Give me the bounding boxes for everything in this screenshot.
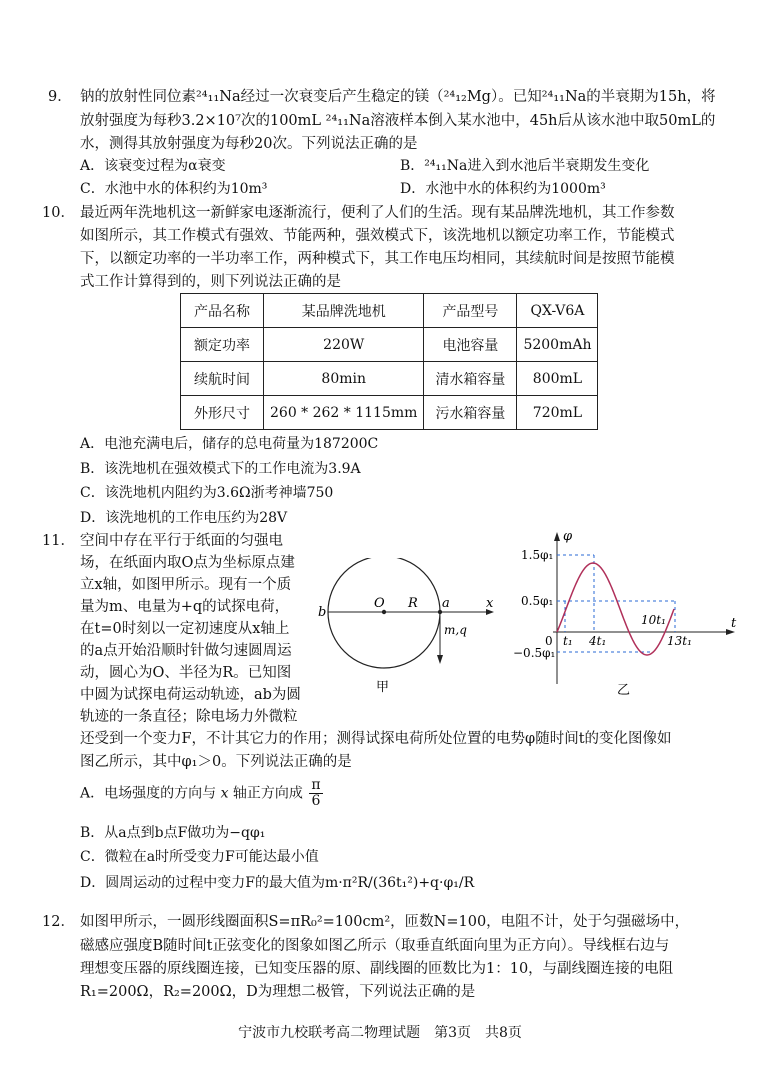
q11-line4: 量为m、电量为+q的试探电荷， <box>80 599 290 615</box>
table-cell: 某品牌洗地机 <box>264 294 424 328</box>
table-cell: 260 * 262 * 1115mm <box>264 396 424 430</box>
q9-option-b: B．²⁴₁₁Na进入到水池后半衰期发生变化 <box>400 158 650 174</box>
q10-option-b: B．该洗地机在强效模式下的工作电流为3.9A <box>80 461 361 477</box>
phi-sine-curve <box>557 563 674 655</box>
tick-13t1: 13t₁ <box>667 634 692 648</box>
figure-caption-jia: 甲 <box>376 680 390 695</box>
table-row <box>181 362 598 396</box>
table-cell: 产品型号 <box>424 294 517 328</box>
q10-line4: 式工作计算得到的，则下列说法正确的是 <box>80 274 341 290</box>
label-b: b <box>318 605 327 620</box>
q11-line9: 轨迹的一条直径；除电场力外微粒 <box>80 709 298 725</box>
table-cell: 污水箱容量 <box>424 396 517 430</box>
q10-option-d: D．该洗地机的工作电压约为28V <box>80 510 288 526</box>
table-row <box>181 328 598 362</box>
table-cell: QX-V6A <box>517 294 598 328</box>
origin-zero: 0 <box>545 634 553 648</box>
y-label-neg-0-5: −0.5φ₁ <box>513 646 556 660</box>
q9-line1: 钠的放射性同位素²⁴₁₁Na经过一次衰变后产生稳定的镁（²⁴₁₂Mg）。已知²⁴₁₁Na的半衰期为15h，将 <box>80 89 716 105</box>
q12-line2: 磁感应强度B随时间t正弦变化的图象如图乙所示（取垂直纸面向里为正方向）。导线框右边与 <box>80 938 670 954</box>
label-o: O <box>374 596 385 611</box>
q12-number: 12． <box>42 914 75 930</box>
figure-phi-time-graph <box>505 528 745 698</box>
q12-line3: 理想变压器的原线圈连接，已知变压器的原、副线圈的匝数比为1：10，与副线圈连接的电阻 <box>80 961 674 977</box>
q11-line8: 中圆为试探电荷运动轨迹，ab为圆 <box>80 687 301 703</box>
q11-line1: 空间中存在平行于纸面的匀强电 <box>80 533 283 549</box>
tick-t1: t₁ <box>563 634 573 648</box>
q10-option-a: A．电池充满电后，储存的总电荷量为187200C <box>80 436 379 452</box>
q10-line3: 下，以额定功率的一半功率工作，两种模式下，其工作电压均相同，其续航时间是按照节能模 <box>80 251 675 267</box>
q9-number: 9． <box>48 89 72 105</box>
q11-line6: 的a点开始沿顺时针做匀速圆周运 <box>80 643 292 659</box>
q10-line2: 如图所示，其工作模式有强效、节能两种，强效模式下，该洗地机以额定功率工作，节能模式 <box>80 228 675 244</box>
page-footer: 宁波市九校联考高二物理试题 第3页 共8页 <box>238 1025 522 1041</box>
label-r: R <box>408 596 418 611</box>
q11-option-a: A．电场强度的方向与 x 轴正方向成 $\frac{\pi}{6}$ <box>80 777 321 809</box>
label-x: x <box>486 596 494 611</box>
axis-phi: φ <box>563 529 573 544</box>
q11-line2: 场，在纸面内取O点为坐标原点建 <box>80 555 295 571</box>
q9-option-a: A．该衰变过程为α衰变 <box>80 158 226 174</box>
table-cell: 电池容量 <box>424 328 517 362</box>
q11-number: 11． <box>42 533 75 549</box>
table-cell: 额定功率 <box>181 328 264 362</box>
q12-line1: 如图甲所示，一圆形线圈面积S=πR₀²=100cm²，匝数N=100，电阻不计，处于匀强磁场中， <box>80 914 690 930</box>
q11-line3: 立x轴，如图甲所示。现有一个质 <box>80 577 292 593</box>
label-mq: m,q <box>444 623 467 637</box>
q10-option-c: C．该洗地机内阻约为3.6Ω浙考神墙750 <box>80 485 334 501</box>
q10-line1: 最近两年洗地机这一新鲜家电逐渐流行，便利了人们的生活。现有某品牌洗地机，其工作参数 <box>80 205 675 221</box>
table-cell: 80min <box>264 362 424 396</box>
q11-line5: 在t=0时刻以一定初速度从x轴上 <box>80 621 290 637</box>
figure-caption-yi: 乙 <box>617 683 631 698</box>
q10-number: 10． <box>42 205 75 221</box>
q9-option-c: C．水池中水的体积约为10m³ <box>80 181 268 197</box>
table-row <box>181 294 598 328</box>
q11-line7: 动，圆心为O、半径为R。已知图 <box>80 665 292 681</box>
table-cell: 720mL <box>517 396 598 430</box>
table-row <box>181 396 598 430</box>
tick-4t1: 4t₁ <box>589 634 607 648</box>
product-spec-table <box>180 293 598 430</box>
figure-circle-trajectory <box>310 558 500 698</box>
q11-option-b: B．从a点到b点F做功为−qφ₁ <box>80 825 266 841</box>
q9-line2: 放射强度为每秒3.2×10⁷次的100mL ²⁴₁₁Na溶液样本倒入某水池中，45h后从该水池中取50mL的 <box>80 113 716 129</box>
table-cell: 220W <box>264 328 424 362</box>
table-cell: 续航时间 <box>181 362 264 396</box>
q11-line10: 还受到一个变力F，不计其它力的作用；测得试探电荷所处位置的电势φ随时间t的变化图像如 <box>80 731 672 747</box>
q11-line11: 图乙所示，其中φ₁＞0。下列说法正确的是 <box>80 754 352 770</box>
axis-t: t <box>731 616 737 631</box>
table-cell: 5200mAh <box>517 328 598 362</box>
y-label-0-5: 0.5φ₁ <box>521 594 554 608</box>
table-cell: 800mL <box>517 362 598 396</box>
q12-line4: R₁=200Ω，R₂=200Ω，D为理想二极管，下列说法正确的是 <box>80 984 476 1000</box>
tick-10t1: 10t₁ <box>641 613 666 627</box>
q11-option-d: D．圆周运动的过程中变力F的最大值为m·π²R/(36t₁²)+q·φ₁/R <box>80 875 475 891</box>
table-cell: 产品名称 <box>181 294 264 328</box>
label-a: a <box>442 596 450 611</box>
table-cell: 清水箱容量 <box>424 362 517 396</box>
q9-line3: 水，测得其放射强度为每秒20次。下列说法正确的是 <box>80 136 418 152</box>
y-label-1-5: 1.5φ₁ <box>521 548 554 562</box>
table-cell: 外形尺寸 <box>181 396 264 430</box>
q11-option-c: C．微粒在a时所受变力F可能达最小值 <box>80 849 319 865</box>
q9-option-d: D．水池中水的体积约为1000m³ <box>400 181 606 197</box>
